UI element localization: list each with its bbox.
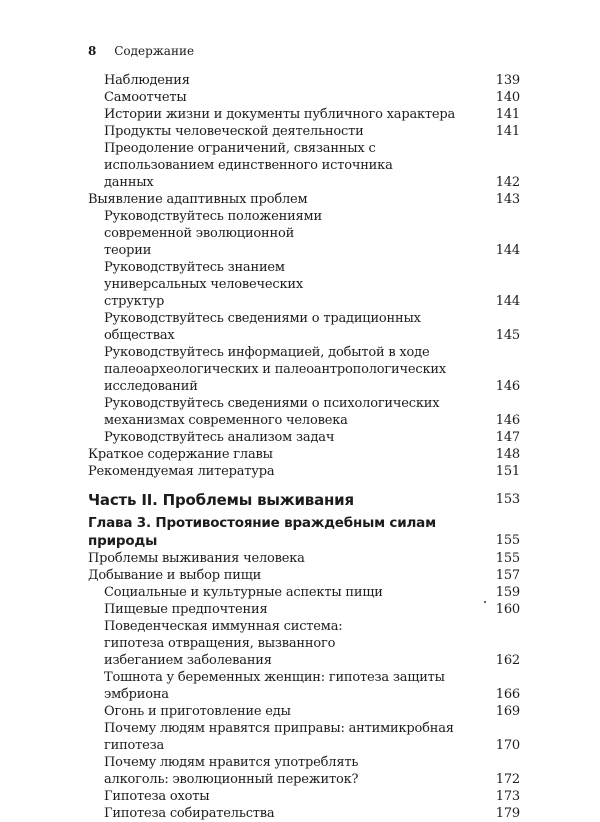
toc-entry	[88, 259, 520, 310]
toc-entry-page: 170	[495, 738, 520, 753]
toc-entry-title: Рекомендуемая литература	[88, 464, 275, 479]
part-page: 153	[495, 492, 520, 507]
toc-entry	[88, 106, 520, 123]
toc-entry-page: 166	[495, 687, 520, 702]
toc-entry-title: Краткое содержание главы	[88, 447, 273, 462]
toc-entry	[88, 208, 520, 259]
toc-entry-page: 172	[495, 772, 520, 787]
page-header	[88, 44, 194, 58]
toc-entry-page: 140	[495, 90, 520, 105]
toc-entry	[88, 703, 520, 720]
toc-entry-title: Гипотеза собирательства	[104, 806, 275, 821]
toc-entry	[88, 618, 520, 669]
toc-entry	[88, 601, 520, 618]
toc-entry-page: 144	[495, 294, 520, 309]
toc-entry	[88, 446, 520, 463]
toc-entry-title: Руководствуйтесь анализом задач	[104, 430, 335, 445]
toc-entry-title: Руководствуйтесь информацией, добытой в ходе палеоархеологических и палеоантропологических исследований	[104, 345, 446, 394]
toc-entry-page: 173	[495, 789, 520, 804]
toc-entry-title: Почему людям нравятся приправы: антимикробная гипотеза	[104, 721, 454, 753]
toc-entry	[88, 584, 520, 601]
toc-entry-title: Выявление адаптивных проблем	[88, 192, 308, 207]
toc-entry-title: Руководствуйтесь знанием универсальных человеческих структур	[104, 260, 304, 309]
toc-entry-page: 147	[495, 430, 520, 445]
toc-entry-page: 141	[495, 107, 520, 122]
toc-entry-title: Огонь и приготовление еды	[104, 704, 291, 719]
toc-entry-title: Гипотеза охоты	[104, 789, 210, 804]
toc-entry-page: 169	[495, 704, 520, 719]
toc-entry	[88, 463, 520, 480]
toc-entry	[88, 669, 520, 703]
toc-part-heading	[88, 490, 520, 510]
toc-entry	[88, 754, 520, 788]
toc-entry	[88, 550, 520, 567]
toc-entry-page: 160	[495, 602, 520, 617]
toc-entry-page: 144	[495, 243, 520, 258]
toc-entry-page: 159	[495, 585, 520, 600]
toc-entry-title: Пищевые предпочтения	[104, 602, 268, 617]
section-title: Содержание	[114, 44, 195, 58]
toc-entry-title: Продукты человеческой деятельности	[104, 124, 364, 139]
page-number: 8	[88, 44, 97, 58]
toc-entry	[88, 123, 520, 140]
toc-entry	[88, 310, 520, 344]
toc-entry-page: 146	[495, 379, 520, 394]
toc-entry-title: Истории жизни и документы публичного характера	[104, 107, 456, 122]
toc-entry-title: Руководствуйтесь сведениями о традиционных обществах	[104, 311, 421, 343]
toc-entry	[88, 89, 520, 106]
toc-entry-title: Наблюдения	[104, 73, 190, 88]
toc-entry-title: Добывание и выбор пищи	[88, 568, 262, 583]
toc-entry	[88, 395, 520, 429]
toc-entry	[88, 788, 520, 805]
toc-entry-title: Социальные и культурные аспекты пищи	[104, 585, 383, 600]
chapter-page: 155	[495, 533, 520, 548]
toc-entry	[88, 567, 520, 584]
toc-entry	[88, 429, 520, 446]
toc-entry-page: 148	[495, 447, 520, 462]
toc-entry-page: 151	[495, 464, 520, 479]
toc-entry-page: 143	[495, 192, 520, 207]
toc-entry-page: 142	[495, 175, 520, 190]
toc-entry-page: 139	[495, 73, 520, 88]
toc-entry-page: 162	[495, 653, 520, 668]
toc-entry-page: 157	[495, 568, 520, 583]
chapter-title: Глава 3. Противостояние враждебным силам природы	[88, 515, 436, 549]
toc-entry-page: 146	[495, 413, 520, 428]
toc-entry-title: Почему людям нравится употреблять алкоголь: эволюционный пережиток?	[104, 755, 359, 787]
toc-chapter-heading	[88, 514, 520, 550]
table-of-contents	[88, 72, 520, 822]
toc-entry-page: 145	[495, 328, 520, 343]
toc-entry-title: Тошнота у беременных женщин: гипотеза защиты эмбриона	[104, 670, 445, 702]
toc-entry-title: Проблемы выживания человека	[88, 551, 305, 566]
toc-entry	[88, 191, 520, 208]
toc-entry	[88, 140, 520, 191]
toc-entry-title: Руководствуйтесь положениями современной эволюционной теории	[104, 209, 322, 258]
toc-entry-page: 155	[495, 551, 520, 566]
toc-entry	[88, 720, 520, 754]
part-title: Часть II. Проблемы выживания	[88, 491, 354, 509]
toc-entry-title: Поведенческая иммунная система: гипотеза отвращения, вызванного избеганием заболевания	[104, 619, 343, 668]
toc-entry	[88, 72, 520, 89]
toc-entry-page: 179	[495, 806, 520, 821]
toc-entry	[88, 344, 520, 395]
toc-entry-page: 141	[495, 124, 520, 139]
toc-entry-title: Преодоление ограничений, связанных с использованием единственного источника данных	[104, 141, 393, 190]
toc-entry-title: Руководствуйтесь сведениями о психологических механизмах современного человека	[104, 396, 440, 428]
print-speck	[484, 601, 486, 603]
toc-entry-title: Самоотчеты	[104, 90, 187, 105]
toc-entry	[88, 805, 520, 822]
